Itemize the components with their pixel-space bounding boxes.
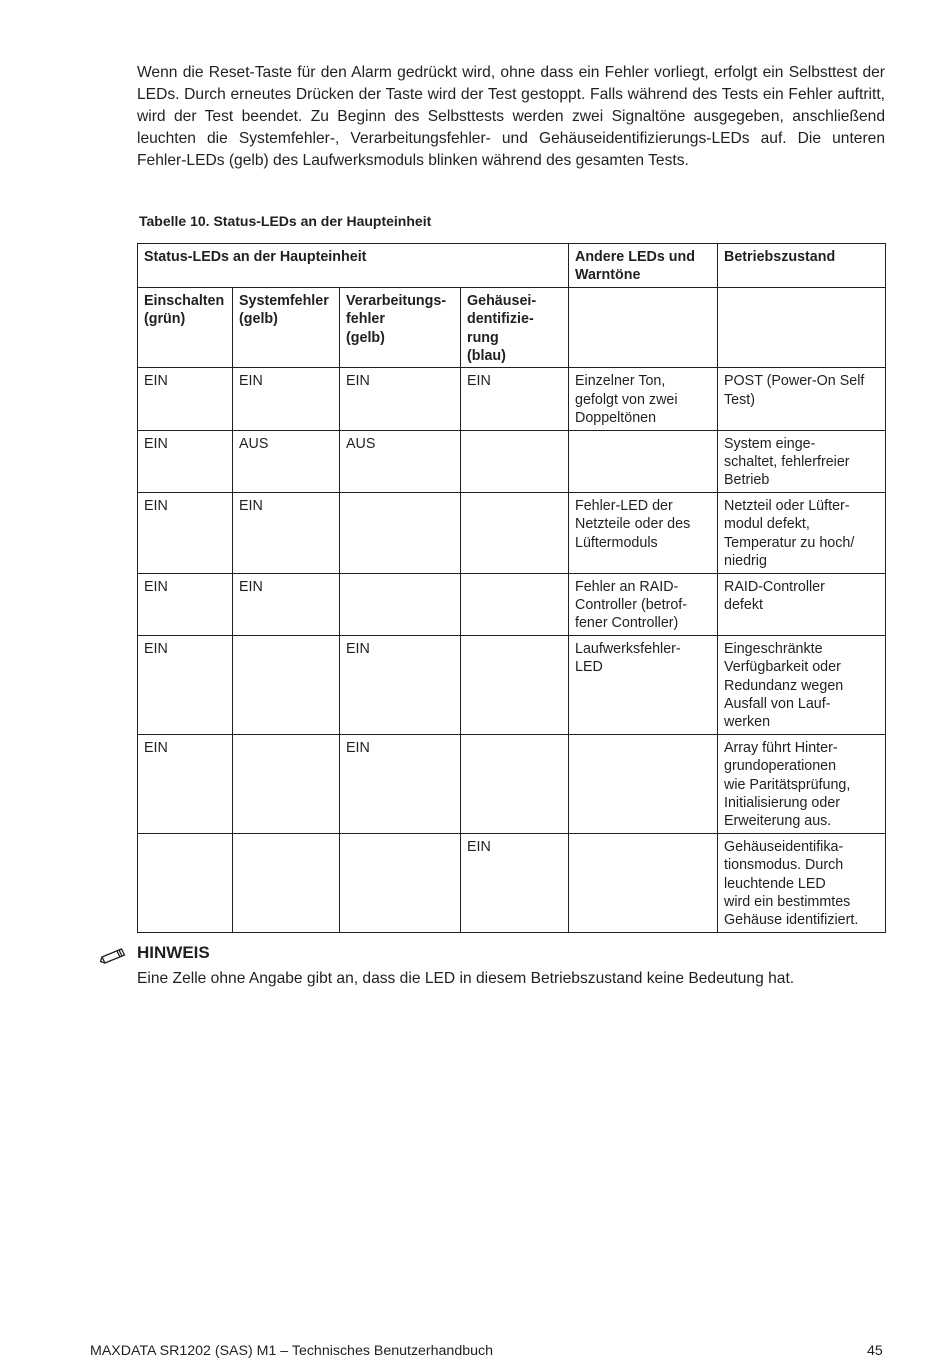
table-cell — [233, 734, 340, 833]
table-cell — [138, 833, 233, 932]
table-cell: Eingeschränkte Verfügbarkeit oder Redundanz wegen Ausfall von Lauf- werken — [718, 635, 886, 734]
table-cell: EIN — [461, 833, 569, 932]
table-cell — [461, 430, 569, 492]
table-row — [138, 635, 886, 734]
status-led-table — [137, 243, 886, 933]
table-cell: RAID-Controller defekt — [718, 573, 886, 635]
table-cell — [461, 635, 569, 734]
table-cell: Netzteil oder Lüfter- modul defekt, Temperatur zu hoch/ niedrig — [718, 492, 886, 573]
note-text: Eine Zelle ohne Angabe gibt an, dass die LED in diesem Betriebszustand keine Bedeutung hat. — [137, 970, 795, 987]
page-number: 45 — [867, 1343, 883, 1359]
table-row — [138, 734, 886, 833]
table-cell: EIN — [340, 635, 461, 734]
table-cell: Fehler an RAID- Controller (betrof- fener Controller) — [569, 573, 718, 635]
table-cell — [461, 573, 569, 635]
note-title: HINWEIS — [137, 943, 210, 962]
table-cell: Fehler-LED der Netzteile oder des Lüftermoduls — [569, 492, 718, 573]
table-cell: POST (Power-On Self Test) — [718, 368, 886, 430]
table-row — [138, 833, 886, 932]
table-cell — [233, 833, 340, 932]
table-cell — [461, 734, 569, 833]
table-cell: EIN — [138, 734, 233, 833]
table-cell: Array führt Hinter- grundoperationen wie Paritätsprüfung, Initialisierung oder Erweiterung aus. — [718, 734, 886, 833]
state-header-cell: Betriebszustand — [718, 244, 886, 288]
table-cell: EIN — [340, 368, 461, 430]
table-cell: EIN — [138, 430, 233, 492]
table-header-row — [138, 244, 886, 288]
table-cell: Laufwerksfehler- LED — [569, 635, 718, 734]
table-subheader-row — [138, 287, 886, 368]
table-cell — [233, 635, 340, 734]
pencil-icon — [100, 942, 126, 964]
intro-paragraph: Wenn die Reset-Taste für den Alarm gedrückt wird, ohne dass ein Fehler vorliegt, erfolgt ein Selbsttest der LEDs. Durch erneutes Drücken der Taste wird der Test gestoppt. Falls während des Tests ein Fehler auftritt, wird der Test beendet. Zu Beginn des Selbsttests werden zwei Signaltöne ausgegeben, anschließend leuchten die Systemfehler-, Verarbeitungsfehler- und Gehäuseidentifizierungs-LEDs auf. Die unteren Fehler-LEDs (gelb) des Laufwerksmoduls blinken während des gesamten Tests. — [137, 64, 885, 169]
table-cell: EIN — [138, 635, 233, 734]
table-cell: EIN — [233, 573, 340, 635]
group-header-cell: Status-LEDs an der Haupteinheit — [138, 244, 569, 288]
table-cell — [340, 573, 461, 635]
table-cell: AUS — [340, 430, 461, 492]
column-header: Systemfehler (gelb) — [233, 287, 340, 368]
table-row — [138, 430, 886, 492]
footer-doc-title: MAXDATA SR1202 (SAS) M1 – Technisches Benutzerhandbuch — [90, 1343, 493, 1359]
table-cell — [569, 430, 718, 492]
table-cell — [340, 833, 461, 932]
table-cell — [569, 734, 718, 833]
other-header-cell: Andere LEDs und Warntöne — [569, 244, 718, 288]
column-header: Verarbeitungs- fehler (gelb) — [340, 287, 461, 368]
table-cell: EIN — [138, 368, 233, 430]
table-row — [138, 492, 886, 573]
table-cell: EIN — [138, 573, 233, 635]
table-row — [138, 573, 886, 635]
column-header: Einschalten (grün) — [138, 287, 233, 368]
table-cell: AUS — [233, 430, 340, 492]
empty-header-cell — [569, 287, 718, 368]
table-cell: EIN — [461, 368, 569, 430]
table-row — [138, 368, 886, 430]
empty-header-cell — [718, 287, 886, 368]
table-cell: EIN — [138, 492, 233, 573]
table-cell — [340, 492, 461, 573]
table-cell — [461, 492, 569, 573]
table-cell — [569, 833, 718, 932]
column-header: Gehäusei- dentifizie- rung (blau) — [461, 287, 569, 368]
table-cell: Einzelner Ton, gefolgt von zwei Doppeltönen — [569, 368, 718, 430]
table-cell: EIN — [233, 492, 340, 573]
table-caption: Tabelle 10. Status-LEDs an der Haupteinheit — [139, 213, 432, 229]
table-cell: Gehäuseidentifika- tionsmodus. Durch leuchtende LED wird ein bestimmtes Gehäuse identifiziert. — [718, 833, 886, 932]
table-cell: System einge- schaltet, fehlerfreier Betrieb — [718, 430, 886, 492]
table-cell: EIN — [340, 734, 461, 833]
table-cell: EIN — [233, 368, 340, 430]
